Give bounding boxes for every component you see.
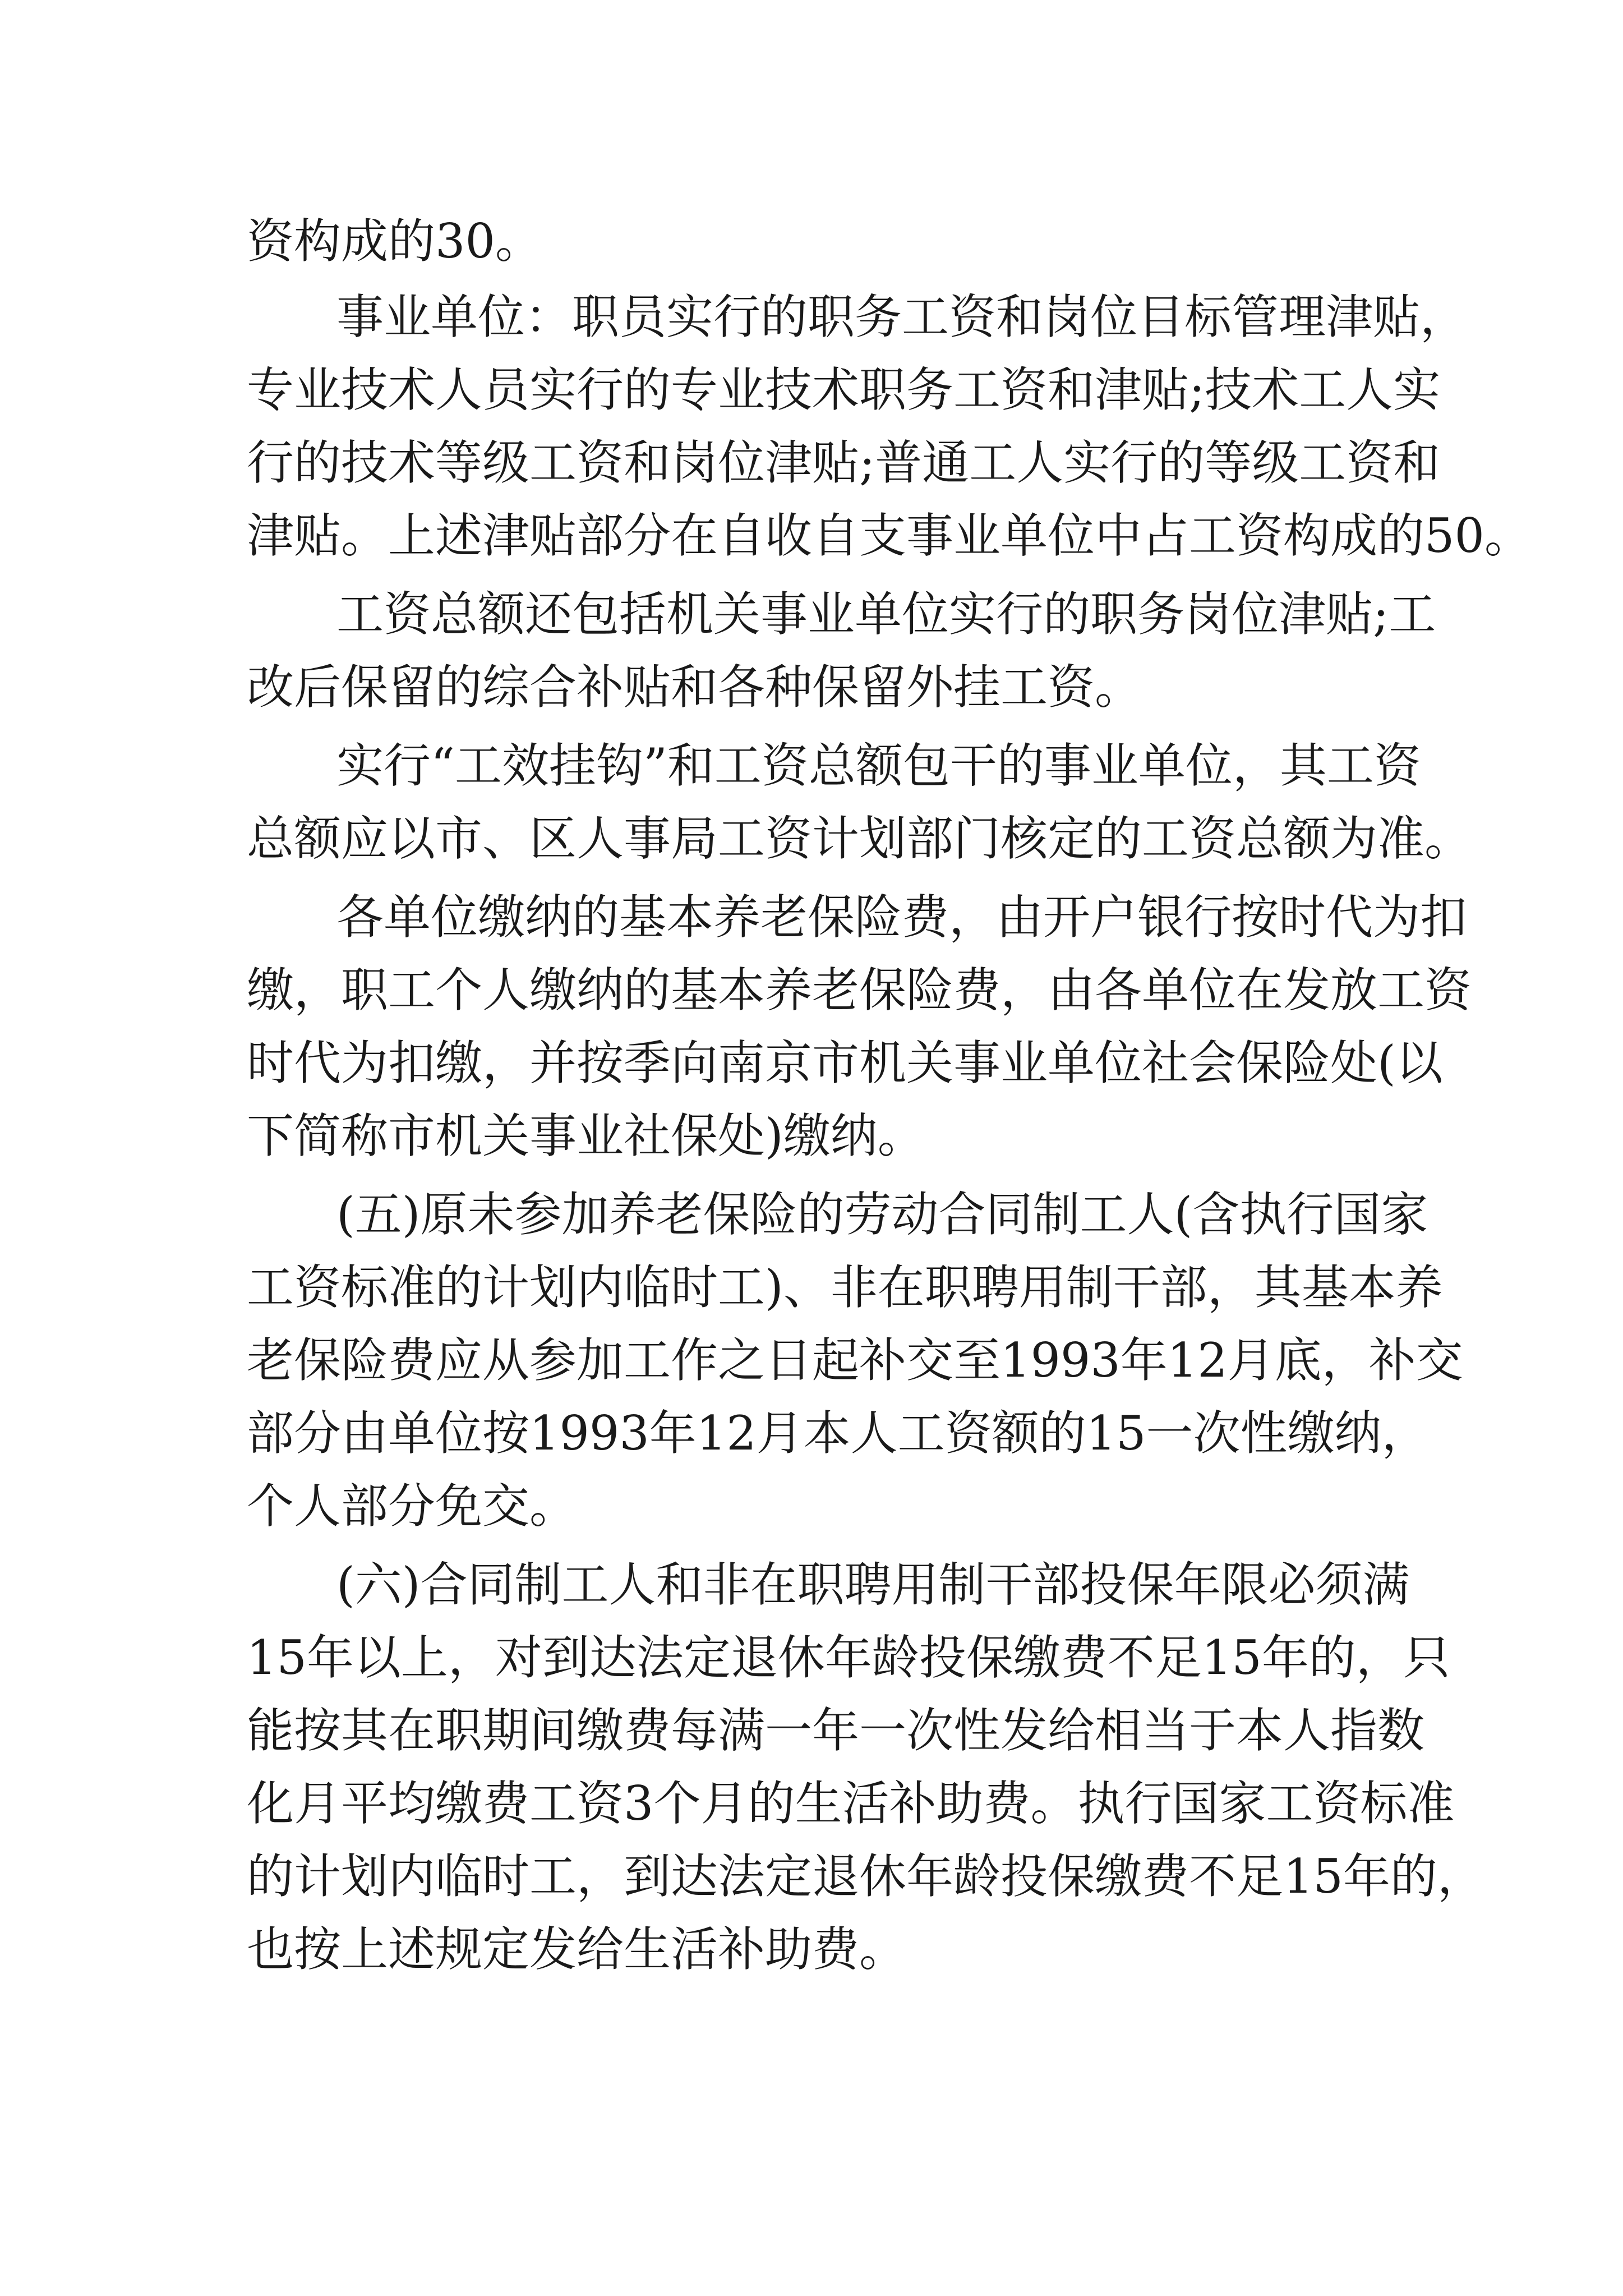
text-line: 津贴。上述津贴部分在自收自支事业单位中占工资构成的50。 xyxy=(247,508,1532,563)
text-line: 也按上述规定发给生活补助费。 xyxy=(247,1922,907,1977)
text-line: 事业单位：职员实行的职务工资和岗位目标管理津贴， xyxy=(336,289,1468,344)
text-line: 专业技术人员实行的专业技术职务工资和津贴;技术工人实 xyxy=(247,362,1441,417)
text-line: 15年以上，对到达法定退休年龄投保缴费不足15年的，只 xyxy=(247,1630,1450,1685)
text-line: 化月平均缴费工资3个月的生活补助费。执行国家工资标准 xyxy=(247,1776,1455,1831)
text-line: (六)合同制工人和非在职聘用制干部投保年限必须满 xyxy=(336,1557,1410,1612)
text-line: 部分由单位按1993年12月本人工资额的15一次性缴纳， xyxy=(247,1406,1429,1461)
text-line: (五)原未参加养老保险的劳动合同制工人(含执行国家 xyxy=(336,1187,1428,1242)
text-line: 总额应以市、区人事局工资计划部门核定的工资总额为准。 xyxy=(247,811,1472,866)
text-line: 工资标准的计划内临时工)、非在职聘用制干部，其基本养 xyxy=(247,1260,1443,1315)
text-line: 下简称市机关事业社保处)缴纳。 xyxy=(247,1108,925,1163)
text-line: 各单位缴纳的基本养老保险费，由开户银行按时代为扣 xyxy=(336,890,1468,945)
text-line: 缴，职工个人缴纳的基本养老保险费，由各单位在发放工资 xyxy=(247,963,1472,1018)
text-line: 老保险费应从参加工作之日起补交至1993年12月底，补交 xyxy=(247,1333,1463,1388)
text-line: 实行“工效挂钩”和工资总额包干的事业单位，其工资 xyxy=(336,738,1421,793)
text-line: 工资总额还包括机关事业单位实行的职务岗位津贴;工 xyxy=(336,587,1436,642)
text-line: 资构成的30。 xyxy=(247,214,542,269)
text-line: 个人部分免交。 xyxy=(247,1479,577,1534)
text-line: 行的技术等级工资和岗位津贴;普通工人实行的等级工资和 xyxy=(247,435,1441,490)
text-line: 能按其在职期间缴费每满一年一次性发给相当于本人指数 xyxy=(247,1703,1425,1758)
text-line: 改后保留的综合补贴和各种保留外挂工资。 xyxy=(247,660,1142,715)
text-line: 的计划内临时工，到达法定退休年龄投保缴费不足15年的， xyxy=(247,1849,1484,1904)
text-line: 时代为扣缴，并按季向南京市机关事业单位社会保险处(以 xyxy=(247,1036,1443,1091)
